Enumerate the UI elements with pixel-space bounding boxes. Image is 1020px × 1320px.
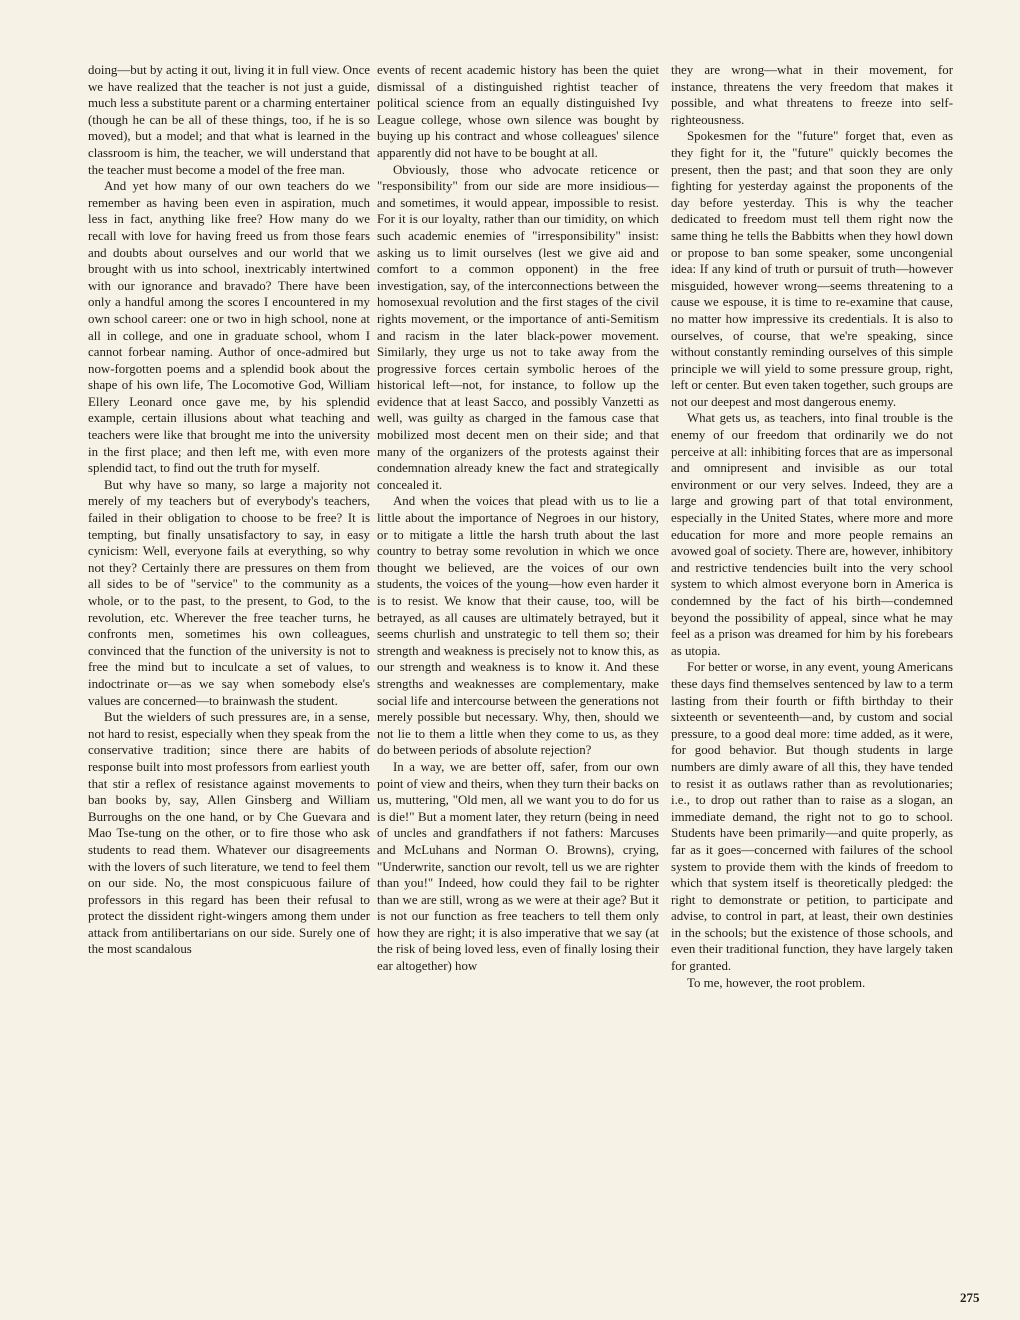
text-column-2 (377, 62, 659, 975)
paragraph: doing—but by acting it out, living it in full view. Once we have realized that the teacher is not just a guide, much less a substitute parent or a charming entertainer (though he can be all of these things, too, if he is so moved), but a model; and that what is learned in the classroom is him, the teacher, we will understand that the teacher must become a model of the free man. (88, 63, 371, 177)
text-column-3 (671, 62, 953, 991)
paragraph: But the wielders of such pressures are, in a sense, not hard to resist, especially when they speak from the conservative tradition; since there are habits of response built into most professors from earliest youth that stir a reflex of resistance against movements to ban books by, say, Allen Ginsberg and William Burroughs on the one hand, or by Che Guevara and Mao Tse-tung on the other, or to fire those who ask students to read them. Whatever our disagreements with the lovers of such literature, we tend to feel them on our side. No, the most conspicuous failure of professors in this regard has been their refusal to protect the dissident right-wingers among them under attack from antilibertarians on our side. Surely one of the most scandalous (88, 710, 370, 957)
paragraph: For better or worse, in any event, young Americans these days find themselves sentenced by law to a term lasting from their fourth or fifth birthday to their sixteenth or seventeenth—and, by custom and social pressure, to a good deal more: time added, as it were, for good behavior. But though students in large numbers are dimly aware of all this, they have tended to resist it as outlaws rather than as revolutionaries; i.e., to drop out rather than to raise as a slogan, an immediate demand, the right not to go to school. Students have been primarily—and quite properly, as far as it goes—concerned with failures of the school system to provide them with the kinds of freedom to which that system itself is theoretically pledged: the right to demonstrate or petition, to participate and advise, to control in part, at least, their own destinies in the schools; but the existence of those schools, and even their traditional function, they have largely taken for granted. (671, 660, 953, 974)
paragraph: To me, however, the root problem. (687, 975, 866, 990)
paragraph: Spokesmen for the "future" forget that, even as they fight for it, the "future" quickly becomes the present, then the past; and that soon they are only fighting for yesterday against the proponents of the day before yesterday. This is why the teacher dedicated to freedom must tell them right now the same thing he tells the Babbitts when they howl down or propose to ban some speaker, some uncongenial idea: If any kind of truth or pursuit of truth—however misguided, however wrong—seems threatening to a cause we espouse, it is time to re-examine that cause, no matter how impressive its credentials. It is also to ourselves, of course, that we're speaking, since without constantly reminding ourselves of this simple principle we will yield to some pressure group, right, left or center. But even taken together, such groups are not our deepest and most dangerous enemy. (671, 129, 953, 409)
paragraph: Obviously, those who advocate reticence or "responsibility" from our side are more insidious—and sometimes, it would appear, impossible to resist. For it is our loyalty, rather than our timidity, on which such academic enemies of "irresponsibility" insist: asking us to limit ourselves (lest we give aid and comfort to a common opponent) in the free investigation, say, of the interconnections between the homosexual revolution and the first stages of the civil rights movement, or the importance of anti-Semitism and racism in the later black-power movement. Similarly, they urge us not to take away from the progressive forces certain symbolic heroes of the historical left—not, for instance, to follow up the evidence that at least Sacco, and possibly Vanzetti as well, was guilty as charged in the famous case that mobilized most decent men on their side; and that many of the organizers of the protests against their condemnation already knew the fact and strategically concealed it. (377, 162, 659, 492)
paragraph: And yet how many of our own teachers do we remember as having been even in aspiration, much less in fact, anything like free? How many do we recall with love for having freed us from those fears and doubts about ourselves and our world that we brought with us into school, inextricably intertwined with our ignorance and bravado? There have been only a handful among the scores I encountered in my own school career: one or two in high school, none at all in college, and one in graduate school, whom I cannot forbear naming. Author of once-admired but now-forgotten poems and a splendid book about the shape of his own life, The Locomotive God, William Ellery Leonard once gave me, by his splendid example, certain illusions about what teaching and teachers were like that brought me into the university in the first place; and then left me, with even more splendid tact, to find out the truth for myself. (88, 179, 370, 476)
paragraph: In a way, we are better off, safer, from our own point of view and theirs, when they turn their backs on us, muttering, "Old men, all we want you to do for us is die!" But a moment later, they return (being in need of uncles and grandfathers if not fathers: Marcuses and McLuhans and Norman O. Browns), crying, "Underwrite, sanction our revolt, tell us we are righter than you!" Indeed, how could they fail to be righter than we are still, wrong as we were at their age? But it is not our function as free teachers to tell them only how they are right; it is also imperative that we say (at the risk of being loved less, even of finally losing their ear altogether) how (377, 759, 659, 974)
paragraph: What gets us, as teachers, into final trouble is the enemy of our freedom that ordinarily we do not perceive at all: inhibiting forces that are as impersonal and omnipresent and invisible as our total environment or our very selves. Indeed, they are a large and growing part of that total environment, especially in the United States, where more and more education for more and more people remains an avowed goal of society. There are, however, inhibitory and restrictive tendencies built into the very school system to which almost everyone born in America is condemned by the fact of his birth—condemned beyond the possibility of appeal, since what he may feel as a prison was dreamed for him by his forebears as utopia. (671, 411, 953, 658)
text-column-1 (88, 62, 370, 958)
paragraph: But why have so many, so large a majority not merely of my teachers but of everybody's teachers, failed in their obligation to choose to be free? It is tempting, but finally unsatisfactory to say, in easy cynicism: Well, everyone fails at everything, so why not they? Certainly there are pressures on them from all sides to be of "service" to the community as a whole, or to the past, to the present, to God, to the revolution, etc. Wherever the free teacher turns, he confronts men, sometimes his own colleagues, convinced that the function of the university is not to free the mind but to inculcate a set of values, to indoctrinate or—as we say when somebody else's values are concerned—to brainwash the student. (88, 477, 370, 708)
paragraph: they are wrong—what in their movement, for instance, threatens the very freedom that makes it possible, and what threatens to freeze into self-righteousness. (671, 63, 953, 127)
paragraph: events of recent academic history has been the quiet dismissal of a distinguished rightist teacher of political science from an equally distinguished Ivy League college, whose own silence was bought by buying up his contract and whose colleagues' silence apparently did not have to be bought at all. (377, 63, 659, 160)
paragraph: And when the voices that plead with us to lie a little about the importance of Negroes in our history, or to mitigate a little the harsh truth about the last country to betray some revolution in which we once thought we believed, are the voices of our own students, the voices of the young—how even harder it is to resist. We know that their cause, too, will be betrayed, as all causes are ultimately betrayed, but it seems churlish and unstrategic to tell them so; their strength and weakness is precisely not to know this, as our strength and weakness is to know it. And these strengths and weaknesses are complementary, make social life and intercourse between the generations not merely possible but necessary. Why, then, should we not lie to them a little when they come to us, as they do between periods of absolute rejection? (377, 494, 659, 758)
page-number: 275 (960, 1290, 980, 1305)
